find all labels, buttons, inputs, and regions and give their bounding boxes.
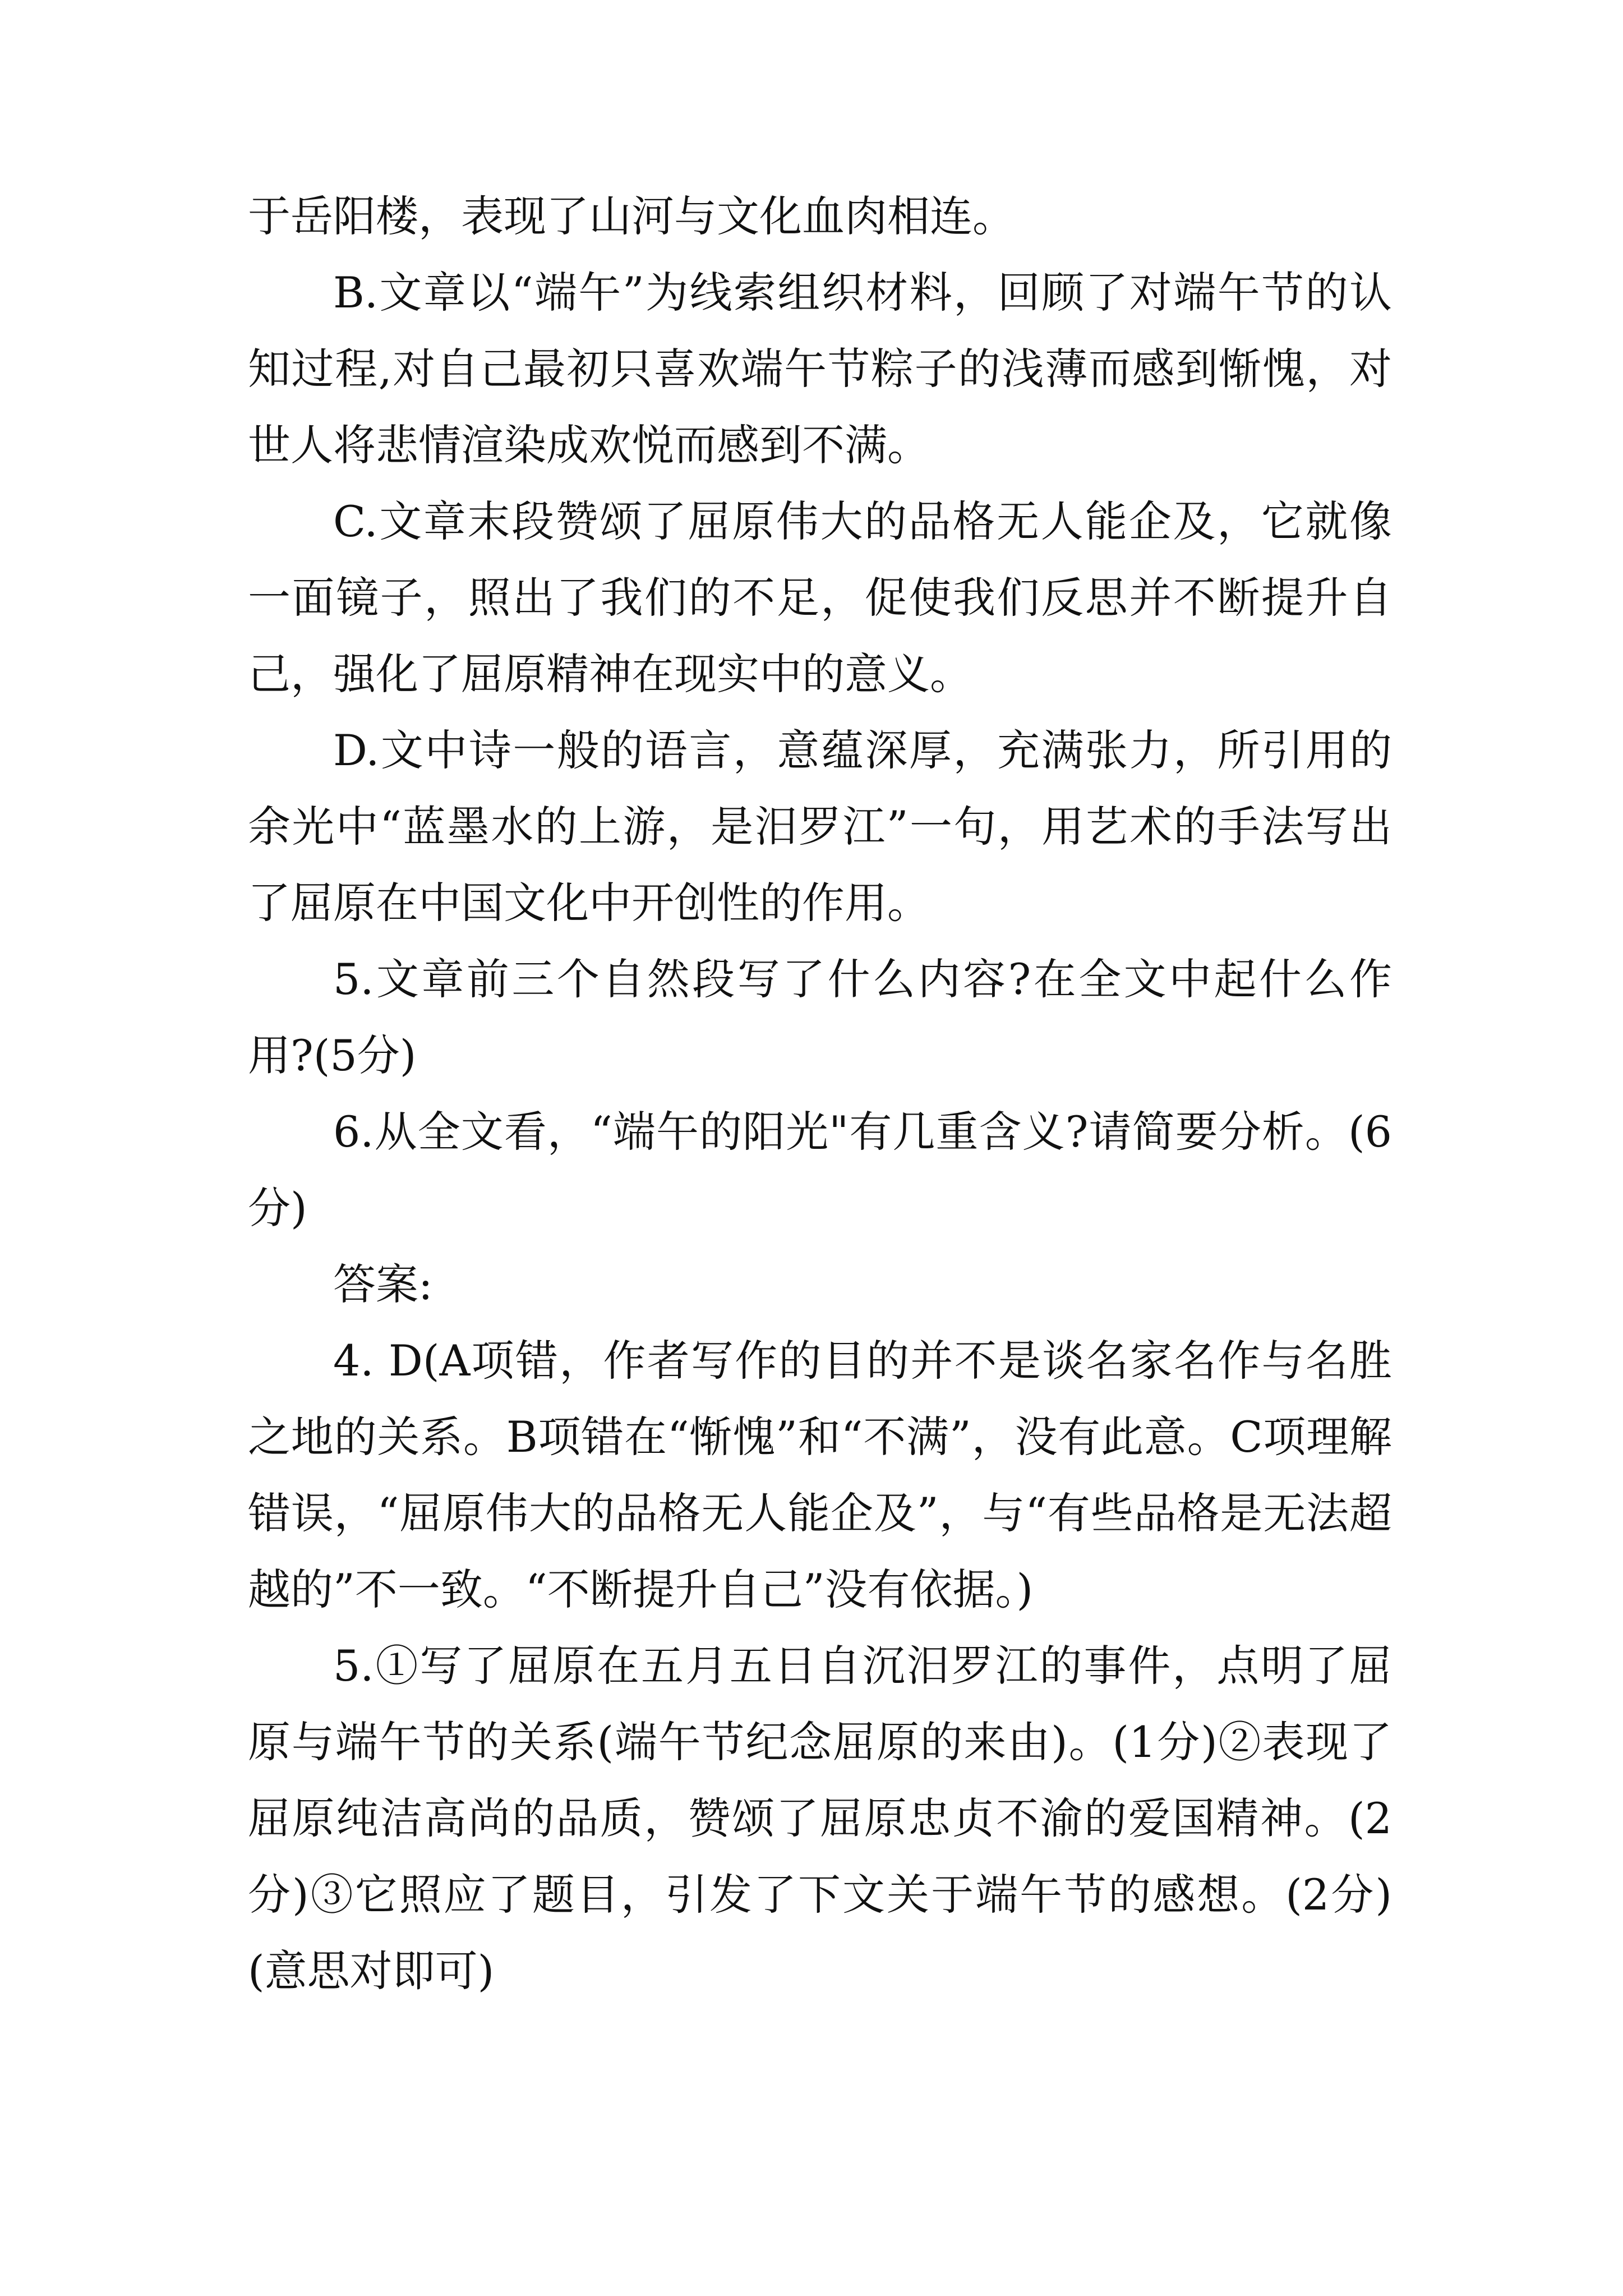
paragraph-continuation: 于岳阳楼，表现了山河与文化血肉相连。	[248, 191, 1015, 241]
answer-heading: 答案:	[333, 1259, 433, 1309]
option-c: C.文章末段赞颂了屈原伟大的品格无人能企及，它就像一面镜子，照出了我们的不足，促使我们反思并不断提升自己，强化了屈原精神在现实中的意义。	[248, 496, 1392, 699]
answer-5: 5.①写了屈原在五月五日自沉汨罗江的事件，点明了屈原与端午节的关系(端午节纪念屈原的来由)。(1分)②表现了屈原纯洁高尚的品质，赞颂了屈原忠贞不渝的爱国精神。(2分)③它照应了题目，引发了下文关于端午节的感想。(2分)(意思对即可)	[248, 1641, 1392, 1996]
question-6: 6.从全文看，“端午的阳光"有几重含义?请简要分析。(6分)	[248, 1107, 1392, 1233]
question-5: 5.文章前三个自然段写了什么内容?在全文中起什么作用?(5分)	[248, 954, 1392, 1080]
document-body	[248, 178, 1392, 2009]
option-d: D.文中诗一般的语言，意蕴深厚，充满张力，所引用的余光中“蓝墨水的上游，是汨罗江”一句，用艺术的手法写出了屈原在中国文化中开创性的作用。	[248, 725, 1392, 928]
answer-4: 4. D(A项错，作者写作的目的并不是谈名家名作与名胜之地的关系。B项错在“惭愧”和“不满”，没有此意。C项理解错误，“屈原伟大的品格无人能企及”，与“有些品格是无法超越的”不一致。“不断提升自己”没有依据。)	[248, 1336, 1392, 1614]
option-b: B.文章以“端午”为线索组织材料，回顾了对端午节的认知过程,对自己最初只喜欢端午节粽子的浅薄而感到惭愧，对世人将悲情渲染成欢悦而感到不满。	[248, 268, 1392, 470]
